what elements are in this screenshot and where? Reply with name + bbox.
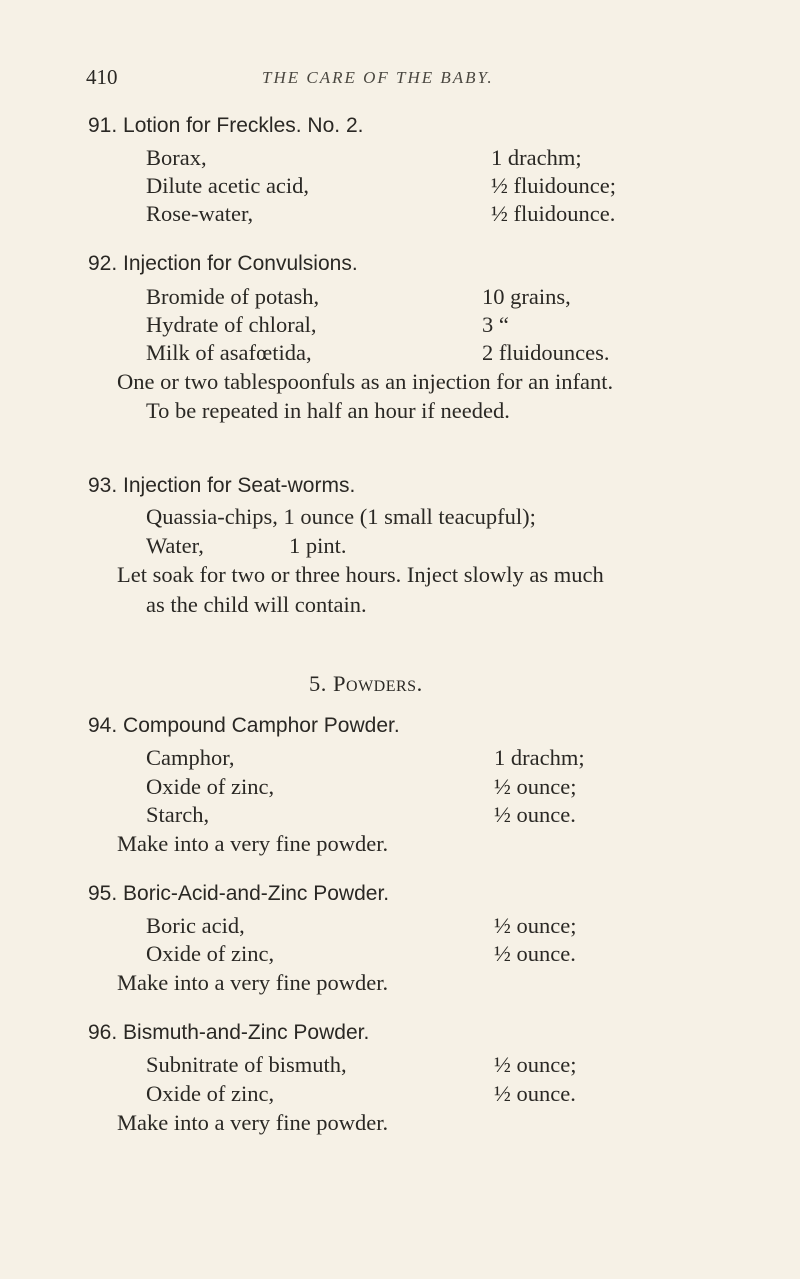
section-heading: 5. Powders. — [309, 671, 423, 696]
recipe-95-quantity: ½ ounce. — [494, 941, 576, 966]
recipe-92-note: To be repeated in half an hour if needed. — [146, 398, 510, 423]
recipe-94-ingredient: Starch, — [146, 802, 210, 827]
recipe-94-title: 94. Compound Camphor Powder. — [88, 714, 400, 737]
recipe-92-ingredient: Bromide of potash, — [146, 284, 320, 309]
recipe-95-quantity: ½ ounce; — [494, 913, 577, 938]
recipe-93-title: 93. Injection for Seat-worms. — [88, 474, 356, 497]
recipe-92-title: 92. Injection for Convulsions. — [88, 252, 358, 275]
recipe-91-quantity: ½ fluidounce; — [491, 173, 616, 198]
recipe-96-note: Make into a very fine powder. — [117, 1110, 389, 1135]
recipe-96-ingredient: Oxide of zinc, — [146, 1081, 275, 1106]
recipe-94-quantity: ½ ounce. — [494, 802, 576, 827]
recipe-93-note: Let soak for two or three hours. Inject slowly as much — [117, 562, 604, 587]
recipe-94-note: Make into a very fine powder. — [117, 831, 389, 856]
recipe-92-note: One or two tablespoonfuls as an injection for an infant. — [117, 369, 614, 394]
recipe-94-quantity: 1 drachm; — [494, 745, 585, 770]
recipe-91-title: 91. Lotion for Freckles. No. 2. — [88, 114, 364, 137]
recipe-91-quantity: 1 drachm; — [491, 145, 582, 170]
recipe-94-ingredient: Camphor, — [146, 745, 235, 770]
recipe-91-quantity: ½ fluidounce. — [491, 201, 616, 226]
recipe-92-ingredient: Hydrate of chloral, — [146, 312, 317, 337]
recipe-94-ingredient: Oxide of zinc, — [146, 774, 275, 799]
recipe-92-quantity: 10 grains, — [482, 284, 571, 309]
page-number: 410 — [86, 65, 118, 89]
recipe-95-title: 95. Boric-Acid-and-Zinc Powder. — [88, 882, 390, 905]
running-title: THE CARE OF THE BABY. — [262, 68, 494, 87]
recipe-93-line: Quassia-chips, 1 ounce (1 small teacupful); — [146, 504, 536, 529]
recipe-91-ingredient: Rose-water, — [146, 201, 254, 226]
recipe-93-note: as the child will contain. — [146, 592, 367, 617]
recipe-95-ingredient: Boric acid, — [146, 913, 245, 938]
recipe-96-ingredient: Subnitrate of bismuth, — [146, 1052, 347, 1077]
recipe-95-note: Make into a very fine powder. — [117, 970, 389, 995]
recipe-94-quantity: ½ ounce; — [494, 774, 577, 799]
recipe-92-quantity: 2 fluidounces. — [482, 340, 610, 365]
recipe-93-ingredient: Water, — [146, 533, 204, 558]
recipe-96-quantity: ½ ounce; — [494, 1052, 577, 1077]
recipe-96-quantity: ½ ounce. — [494, 1081, 576, 1106]
recipe-93-quantity: 1 pint. — [289, 533, 347, 558]
recipe-92-ingredient: Milk of asafœtida, — [146, 340, 312, 365]
recipe-95-ingredient: Oxide of zinc, — [146, 941, 275, 966]
recipe-92-quantity: 3 “ — [482, 312, 509, 337]
recipe-91-ingredient: Borax, — [146, 145, 207, 170]
recipe-96-title: 96. Bismuth-and-Zinc Powder. — [88, 1021, 370, 1044]
recipe-91-ingredient: Dilute acetic acid, — [146, 173, 310, 198]
